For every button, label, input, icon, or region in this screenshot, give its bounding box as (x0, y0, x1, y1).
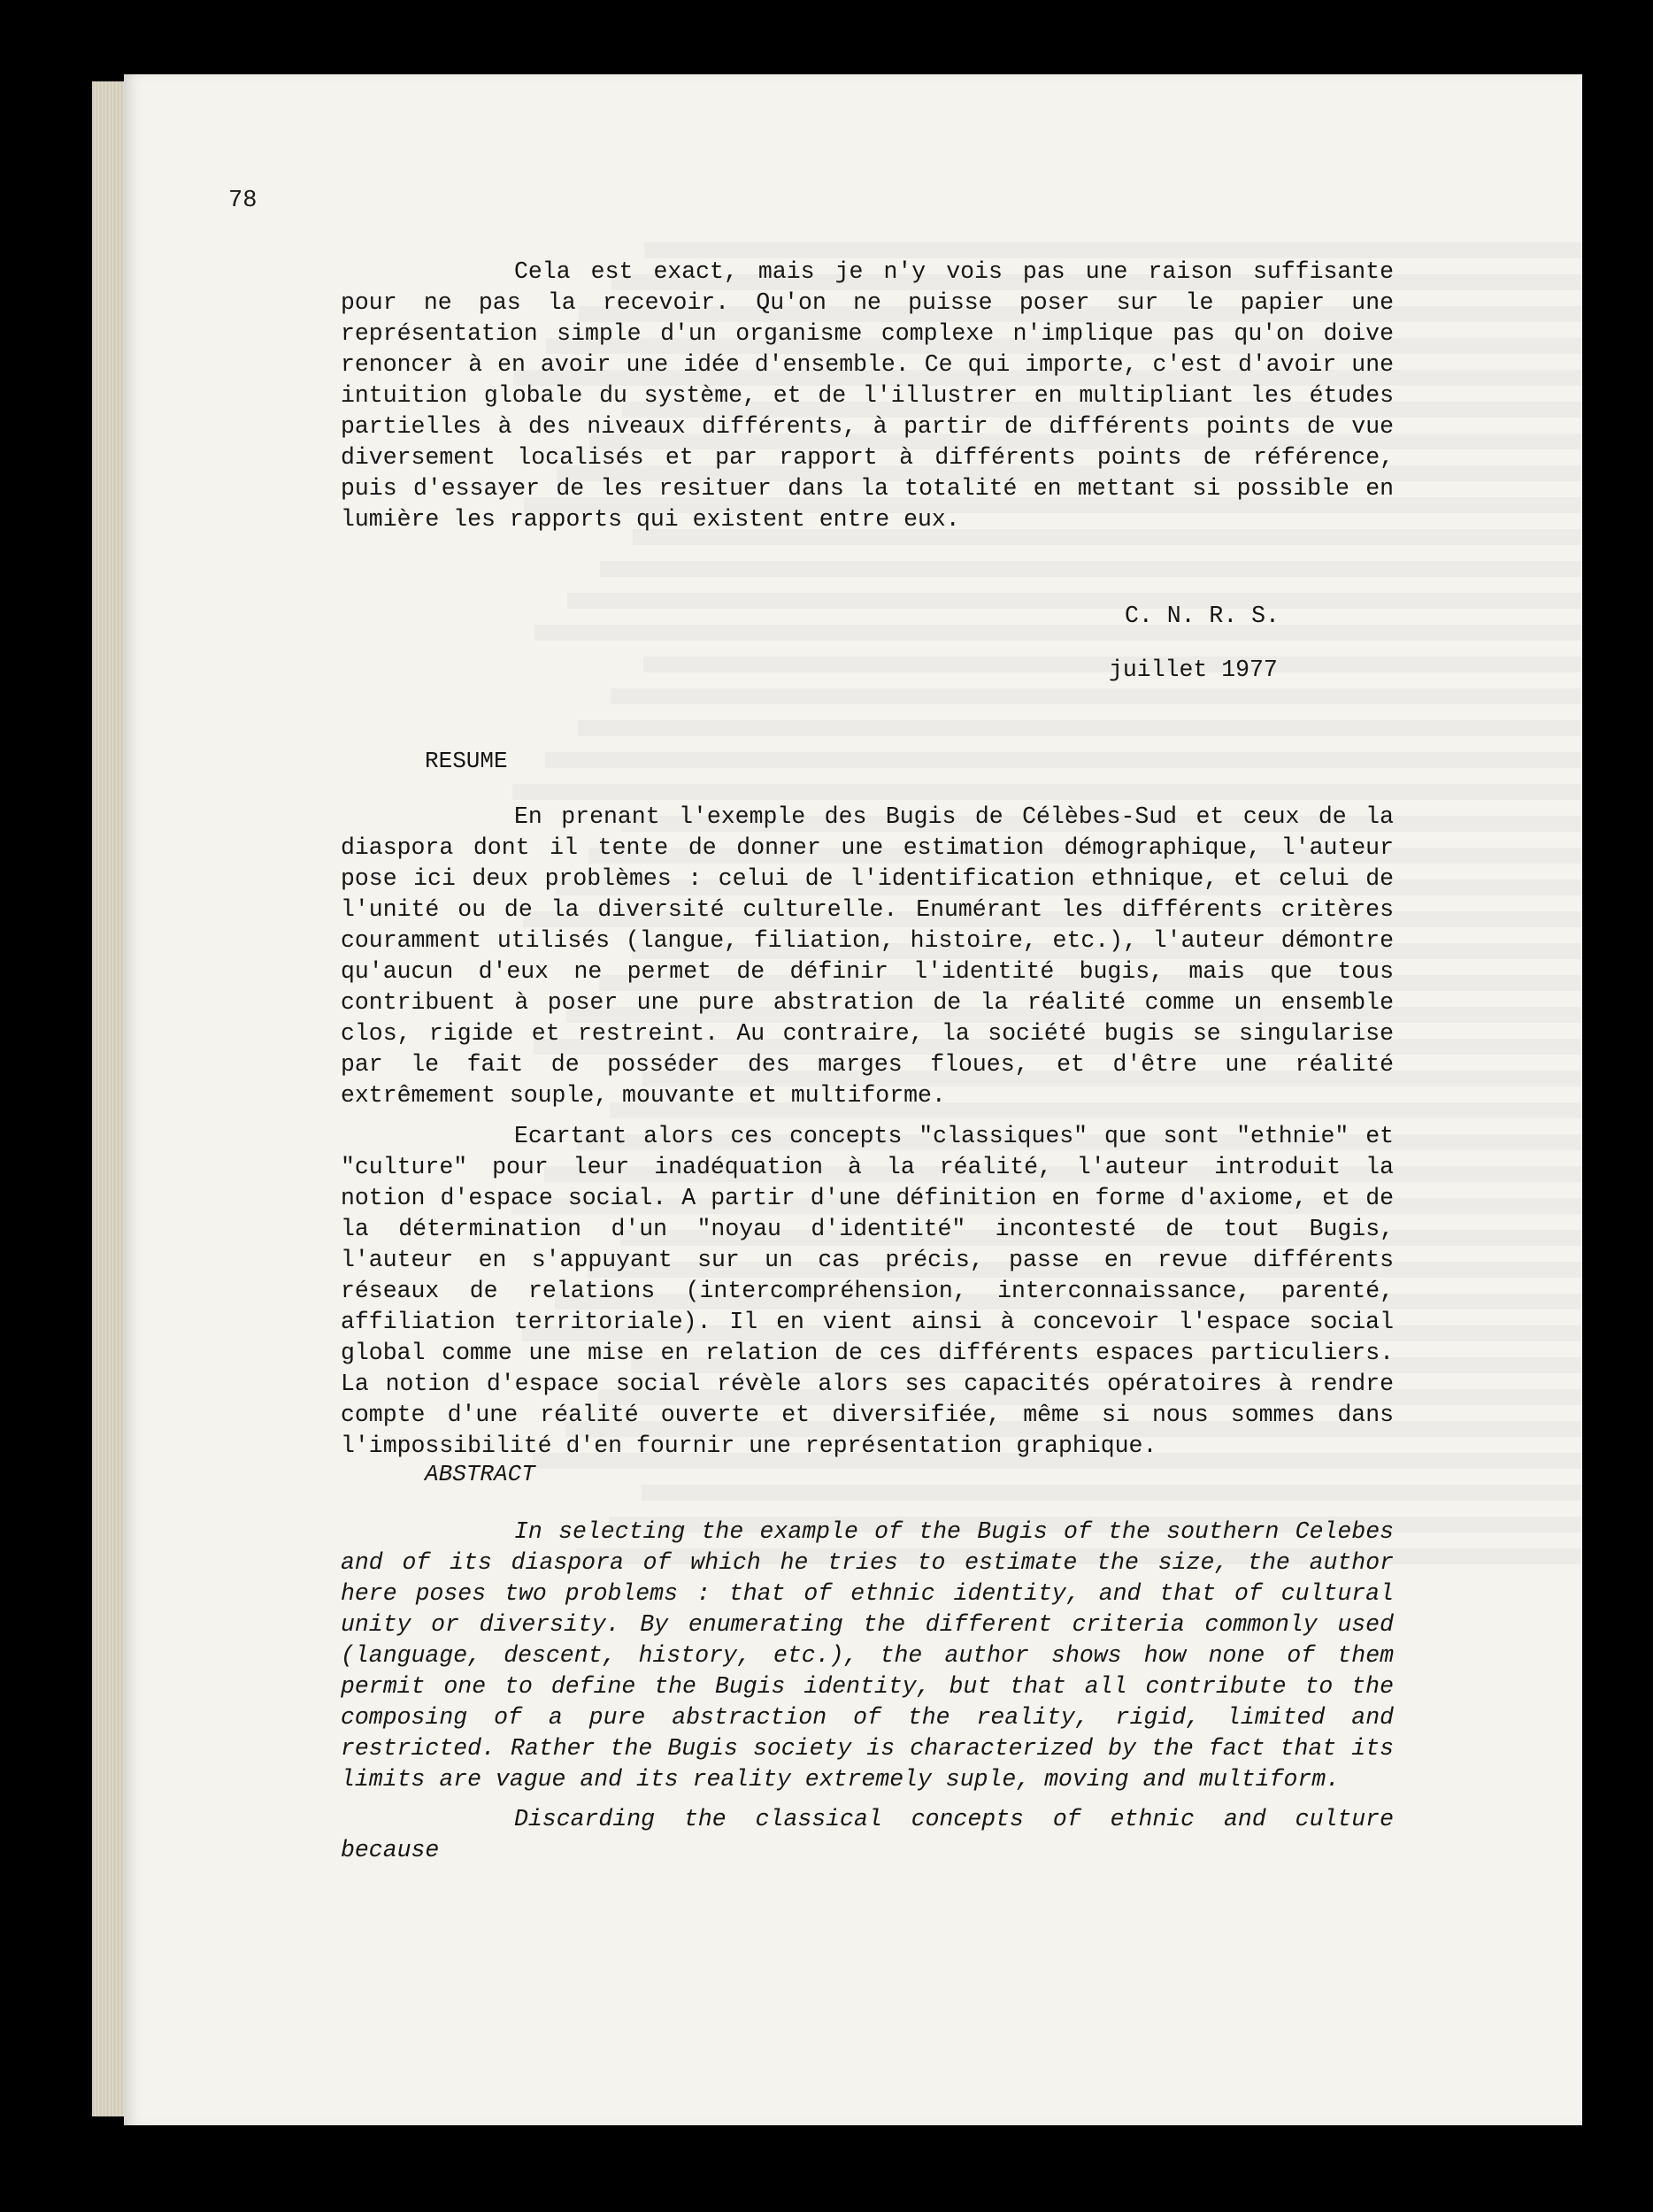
show-through-line (642, 1485, 1582, 1501)
resume-text-2 (341, 1121, 1394, 1462)
resume-heading: RESUME (425, 748, 508, 774)
abstract-paragraph: Discarding the classical concepts of ethnic and culture because (341, 1806, 1394, 1863)
intro-text (341, 257, 1394, 535)
abstract-heading: ABSTRACT (425, 1461, 535, 1487)
abstract-text-2 (341, 1804, 1394, 1866)
show-through-line (512, 784, 1582, 800)
show-through-line (545, 752, 1582, 768)
abstract-text (341, 1517, 1394, 1795)
intro-paragraph: Cela est exact, mais je n'y vois pas une raison suffisante pour ne pas la recevoir. Qu'on ne puisse poser sur le papier une représentation simple d'un organisme complexe n'implique pas qu'on doive renoncer à en avoir une idée d'ensemble. Ce qui importe, c'est d'avoir une intuition globale du système, et de l'illustrer en multipliant les études partielles à des niveaux différents, à partir de différents points de vue diversement localisés et par rapport à différents points de référence, puis d'essayer de les resituer dans la totalité en mettant si possible en lumière les rapports qui existent entre eux. (341, 258, 1394, 533)
show-through-line (534, 625, 1582, 641)
resume-paragraph: Ecartant alors ces concepts "classiques" que sont "ethnie" et "culture" pour leur inadéquation à la réalité, l'auteur introduit la notion d'espace social. A partir d'une définition en forme d'axiome, et de la détermination d'un "noyau d'identité" incontesté de tout Bugis, l'auteur en s'appuyant sur un cas précis, passe en revue différents réseaux de relations (intercompréhension, interconnaissance, parenté, affiliation territoriale). Il en vient ainsi à concevoir l'espace social global comme une mise en relation de ces différents espaces particuliers. La notion d'espace social révèle alors ses capacités opératoires à rendre compte d'une réalité ouverte et diversifiée, même si nous sommes dans l'impossibilité d'en fournir une représentation graphique. (341, 1123, 1394, 1459)
signature-date: juillet 1977 (1109, 657, 1278, 683)
abstract-paragraph: In selecting the example of the Bugis of the southern Celebes and of its diaspora of which he tries to estimate the size, the author here poses two problems : that of ethnic identity, and that of cultural unity or diversity. By enumerating the different criteria commonly used (language, descent, history, etc.), the author shows how none of them permit one to define the Bugis identity, but that all contribute to the composing of a pure abstraction of the reality, rigid, limited and restricted. Rather the Bugis society is characterized by the fact that its limits are vague and its reality extremely suple, moving and multiform. (341, 1518, 1394, 1793)
show-through-line (611, 688, 1582, 704)
resume-text (341, 802, 1394, 1111)
show-through-line (567, 593, 1582, 609)
page-number: 78 (228, 188, 258, 214)
show-through-line (578, 720, 1582, 736)
signature-institution: C. N. R. S. (1125, 603, 1280, 629)
resume-paragraph: En prenant l'exemple des Bugis de Célèbes-Sud et ceux de la diaspora dont il tente de donner une estimation démographique, l'auteur pose ici deux problèmes : celui de l'identification ethnique, et celui de l'unité ou de la diversité culturelle. Enumérant les différents critères couramment utilisés (langue, filiation, histoire, etc.), l'auteur démontre qu'aucun d'eux ne permet de définir l'identité bugis, mais que tous contribuent à poser une pure abstration de la réalité comme un ensemble clos, rigide et restreint. Au contraire, la société bugis se singularise par le fait de posséder des marges floues, et d'être une réalité extrêmement souple, mouvante et multiforme. (341, 803, 1394, 1109)
show-through-line (600, 561, 1582, 577)
